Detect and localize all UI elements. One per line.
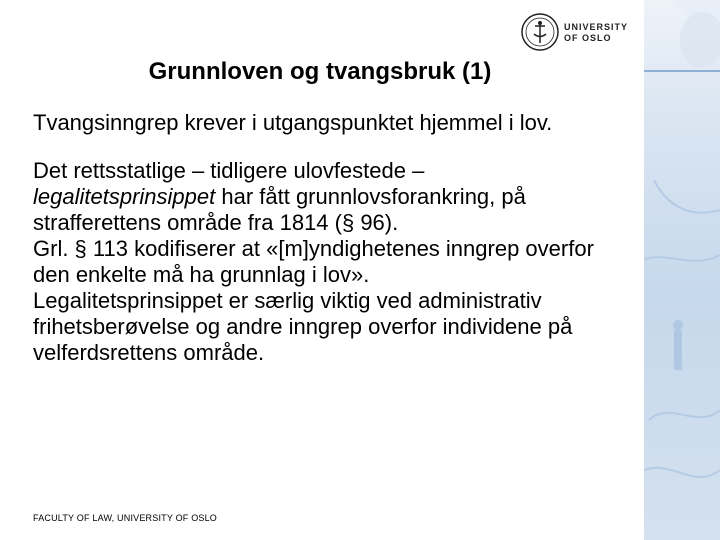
logo-wordmark [564, 22, 628, 44]
slide-body [33, 110, 633, 366]
university-seal-icon [520, 12, 560, 52]
paragraph-2-lead: Det rettsstatlige – tidligere ulovfestede – [33, 158, 425, 183]
logo-line2: OF OSLO [564, 33, 612, 43]
slide-title: Grunnloven og tvangsbruk (1) [148, 58, 492, 85]
panel-divider [644, 70, 720, 72]
statue-illustration [644, 0, 720, 540]
paragraph-2-emphasis: legalitetsprinsippet [33, 184, 216, 209]
footer-text: FACULTY OF LAW, UNIVERSITY OF OSLO [33, 513, 218, 523]
university-logo[interactable] [520, 12, 640, 56]
paragraph-3: Grl. § 113 kodifiserer at «[m]yndighetenes inngrep overfor den enkelte må ha grunnlag i lov». [33, 236, 594, 287]
paragraph-2 [33, 158, 633, 236]
decorative-side-panel [644, 0, 720, 540]
paragraph-1: Tvangsinngrep krever i utgangspunktet hjemmel i lov. [33, 110, 553, 135]
paragraph-4: Legalitetsprinsippet er særlig viktig ved administrativ frihetsberøvelse og andre inngrep overfor individene på velferdsrettens område. [33, 288, 573, 365]
logo-line1: UNIVERSITY [564, 22, 629, 32]
paragraph-2-rest: har fått grunnlovsforankring, på strafferettens område fra 1814 (§ 96). [33, 184, 526, 235]
